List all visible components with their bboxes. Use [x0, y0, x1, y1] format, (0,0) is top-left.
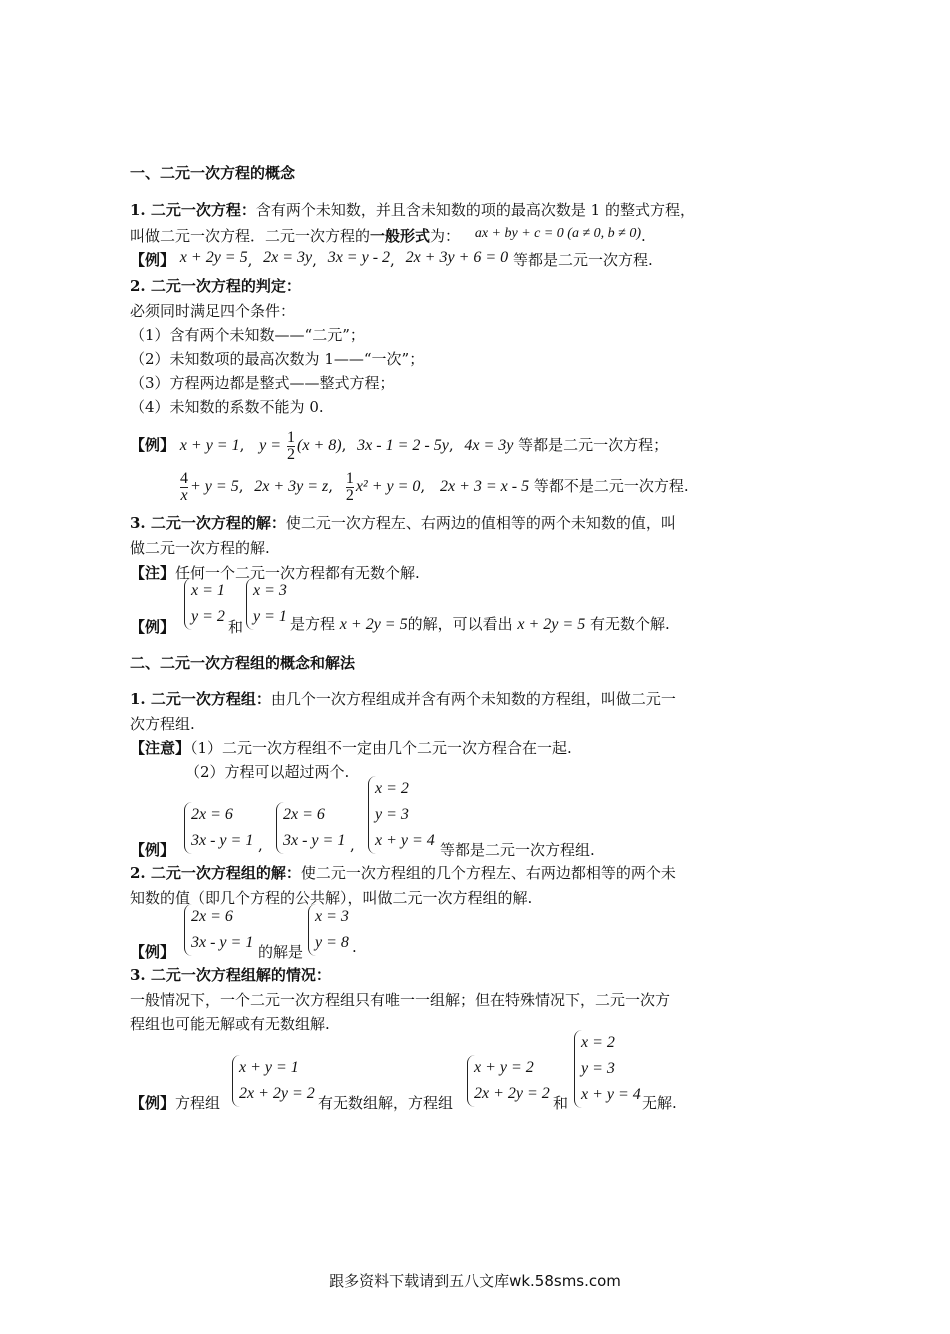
- condition-4: （4）未知数的系数不能为 0.: [130, 398, 324, 416]
- equation-system-1: x = 1 y = 2: [184, 578, 225, 630]
- example-3-text: 是方程 x + 2y = 5的解，可以看出 x + 2y = 5 有无数个解.: [290, 615, 670, 633]
- ex2a-eq-4: 4x = 3y: [464, 437, 514, 454]
- ex2a-eq-1: x + y = 1: [179, 437, 240, 454]
- equation-system-f: x + y = 1 2x + 2y = 2: [232, 1055, 315, 1107]
- frac-den: 2: [287, 445, 296, 463]
- solution-label: 3. 二元一次方程的解：: [130, 514, 286, 532]
- system-solution-cases-text-cont: 程组也可能无解或有无数组解.: [130, 1015, 330, 1033]
- note-text: 任何一个二元一次方程都有无数个解.: [175, 564, 420, 582]
- example-label: 【例】: [130, 251, 176, 269]
- ex2b-eq-1: $\frac{4}{x}$ + y = 5: [180, 469, 239, 504]
- equation-system-e: x = 3 y = 8: [308, 904, 349, 956]
- attention-2: （2）方程可以超过两个.: [185, 763, 350, 781]
- section-2-title: 二、二元一次方程组的概念和解法: [130, 654, 356, 672]
- definition-1-label: 1. 二元一次方程：: [130, 201, 256, 219]
- example-label: 【例】: [130, 618, 176, 636]
- solution-definition: [130, 513, 676, 533]
- ex3-equation-2: x + 2y = 5: [517, 616, 586, 633]
- attention-1: 【注意】（1）二元一次方程组不一定由几个二元一次方程合在一起.: [130, 739, 572, 757]
- condition-3: （3）方程两边都是整式——整式方程；: [130, 374, 395, 392]
- attention-label: 【注意】: [130, 739, 191, 757]
- example-a-tail: 等都是二元一次方程组.: [440, 841, 595, 859]
- system-definition: 1. 二元一次方程组：由几个一次方程组成并含有两个未知数的方程组，叫做二元一: [130, 690, 676, 708]
- ex1-eq-1: x + 2y = 5: [179, 249, 248, 266]
- ex1-eq-3: 3x = y - 2: [327, 249, 391, 266]
- definition-1: [130, 200, 695, 220]
- footer-watermark-text: 跟多资料下载请到五八文库wk.58sms.com: [329, 1272, 621, 1290]
- ex1-eq-2: 2x = 3y: [263, 249, 313, 266]
- note-label: 【注】: [130, 564, 176, 582]
- condition-1: （1）含有两个未知数——“二元”；: [130, 326, 365, 344]
- ex2a-tail: 等都是二元一次方程；: [518, 436, 669, 454]
- example-1: 【例】 x + 2y = 5, 2x = 3y, 3x = y - 2, 2x + 3y + 6 = 0 等都是二元一次方程.: [130, 249, 653, 269]
- example-label: 【例】: [130, 436, 176, 454]
- ex2a-eq-2: y = $\frac{1}{2}$ (x + 8): [259, 428, 342, 463]
- system-solution-definition-cont: 知数的值（即几个方程的公共解），叫做二元一次方程组的解.: [130, 889, 533, 907]
- ex2b-eq-3: $\frac{1}{2}$ x² + y = 0: [345, 469, 421, 504]
- comma: ,: [258, 836, 263, 854]
- condition-2: （2）未知数项的最高次数为 1——“一次”；: [130, 350, 425, 368]
- judgement-title: 2. 二元一次方程的判定：: [130, 277, 301, 295]
- definition-1-cont: 叫做二元一次方程．二元一次方程的一般形式为： ax + by + c = 0 (a ≠ 0, b ≠ 0).: [130, 226, 646, 245]
- general-form-formula: ax + by + c = 0 (a ≠ 0, b ≠ 0): [474, 226, 642, 241]
- system-solution-cases-title: 3. 二元一次方程组解的情况：: [130, 966, 331, 984]
- system-solution-cases-text: 一般情况下，一个二元一次方程组只有唯一一组解；但在特殊情况下，二元一次方: [130, 991, 671, 1009]
- equation-system-g: x + y = 2 2x + 2y = 2: [467, 1055, 550, 1107]
- system-solution-definition: 2. 二元一次方程组的解：使二元一次方程组的几个方程左、右两边都相等的两个未: [130, 864, 676, 882]
- equation-system-a: 2x = 6 3x - y = 1: [184, 802, 253, 854]
- example-label: 【例】: [130, 943, 176, 961]
- ex2b-eq-4: 2x + 3 = x - 5: [439, 478, 530, 495]
- equation-system-2: x = 3 y = 1: [246, 578, 287, 630]
- judgement-intro: 必须同时满足四个条件：: [130, 302, 296, 320]
- and-text: 和: [228, 618, 244, 636]
- frac-num: 1: [287, 428, 296, 446]
- example-final-prefix: 【例】方程组: [130, 1094, 221, 1112]
- definition-1-text3: 为：: [430, 227, 461, 245]
- equation-system-h: x = 2 y = 3 x + y = 4: [574, 1030, 641, 1108]
- ex3-equation: x + 2y = 5: [339, 616, 408, 633]
- solution-text: 使二元一次方程左、右两边的值相等的两个未知数的值，叫: [285, 514, 676, 532]
- equation-system-c: x = 2 y = 3 x + y = 4: [368, 776, 435, 854]
- ex2b-tail: 等都不是二元一次方程.: [533, 477, 689, 495]
- system-definition-cont: 次方程组.: [130, 715, 195, 733]
- example-final-tail: 无解.: [642, 1094, 677, 1112]
- example-label: 【例】: [130, 841, 176, 859]
- definition-1-text: 含有两个未知数，并且含未知数的项的最高次数是 1 的整式方程，: [255, 201, 695, 219]
- period: .: [352, 938, 357, 956]
- equation-system-d: 2x = 6 3x - y = 1: [184, 904, 253, 956]
- solution-definition-cont: 做二元一次方程的解.: [130, 539, 270, 557]
- solution-is-text: 的解是: [258, 943, 304, 961]
- comma: ,: [350, 836, 355, 854]
- ex2a-eq-3: 3x - 1 = 2 - 5y: [357, 437, 449, 454]
- example-final-mid: 有无数组解，方程组: [318, 1094, 454, 1112]
- definition-1-text2: 叫做二元一次方程．二元一次方程的: [130, 227, 371, 245]
- ex1-tail: 等都是二元一次方程.: [512, 251, 653, 269]
- section-1-title: 一、二元一次方程的概念: [130, 164, 296, 182]
- and-text: 和: [553, 1094, 569, 1112]
- example-2b: $\frac{4}{x}$ + y = 5, 2x + 3y = z, $\frac{1}{2}$ x² + y = 0, 2x + 3 = x - 5 等都不是二元一次方程.: [180, 469, 689, 504]
- ex1-eq-4: 2x + 3y + 6 = 0: [405, 249, 509, 266]
- equation-system-b: 2x = 6 3x - y = 1: [276, 802, 345, 854]
- general-form-bold: 一般形式: [370, 227, 431, 245]
- example-2a: 【例】 x + y = 1, y = $\frac{1}{2}$ (x + 8), 3x - 1 = 2 - 5y, 4x = 3y 等都是二元一次方程；: [130, 428, 669, 463]
- ex2b-eq-2: 2x + 3y = z: [254, 478, 329, 495]
